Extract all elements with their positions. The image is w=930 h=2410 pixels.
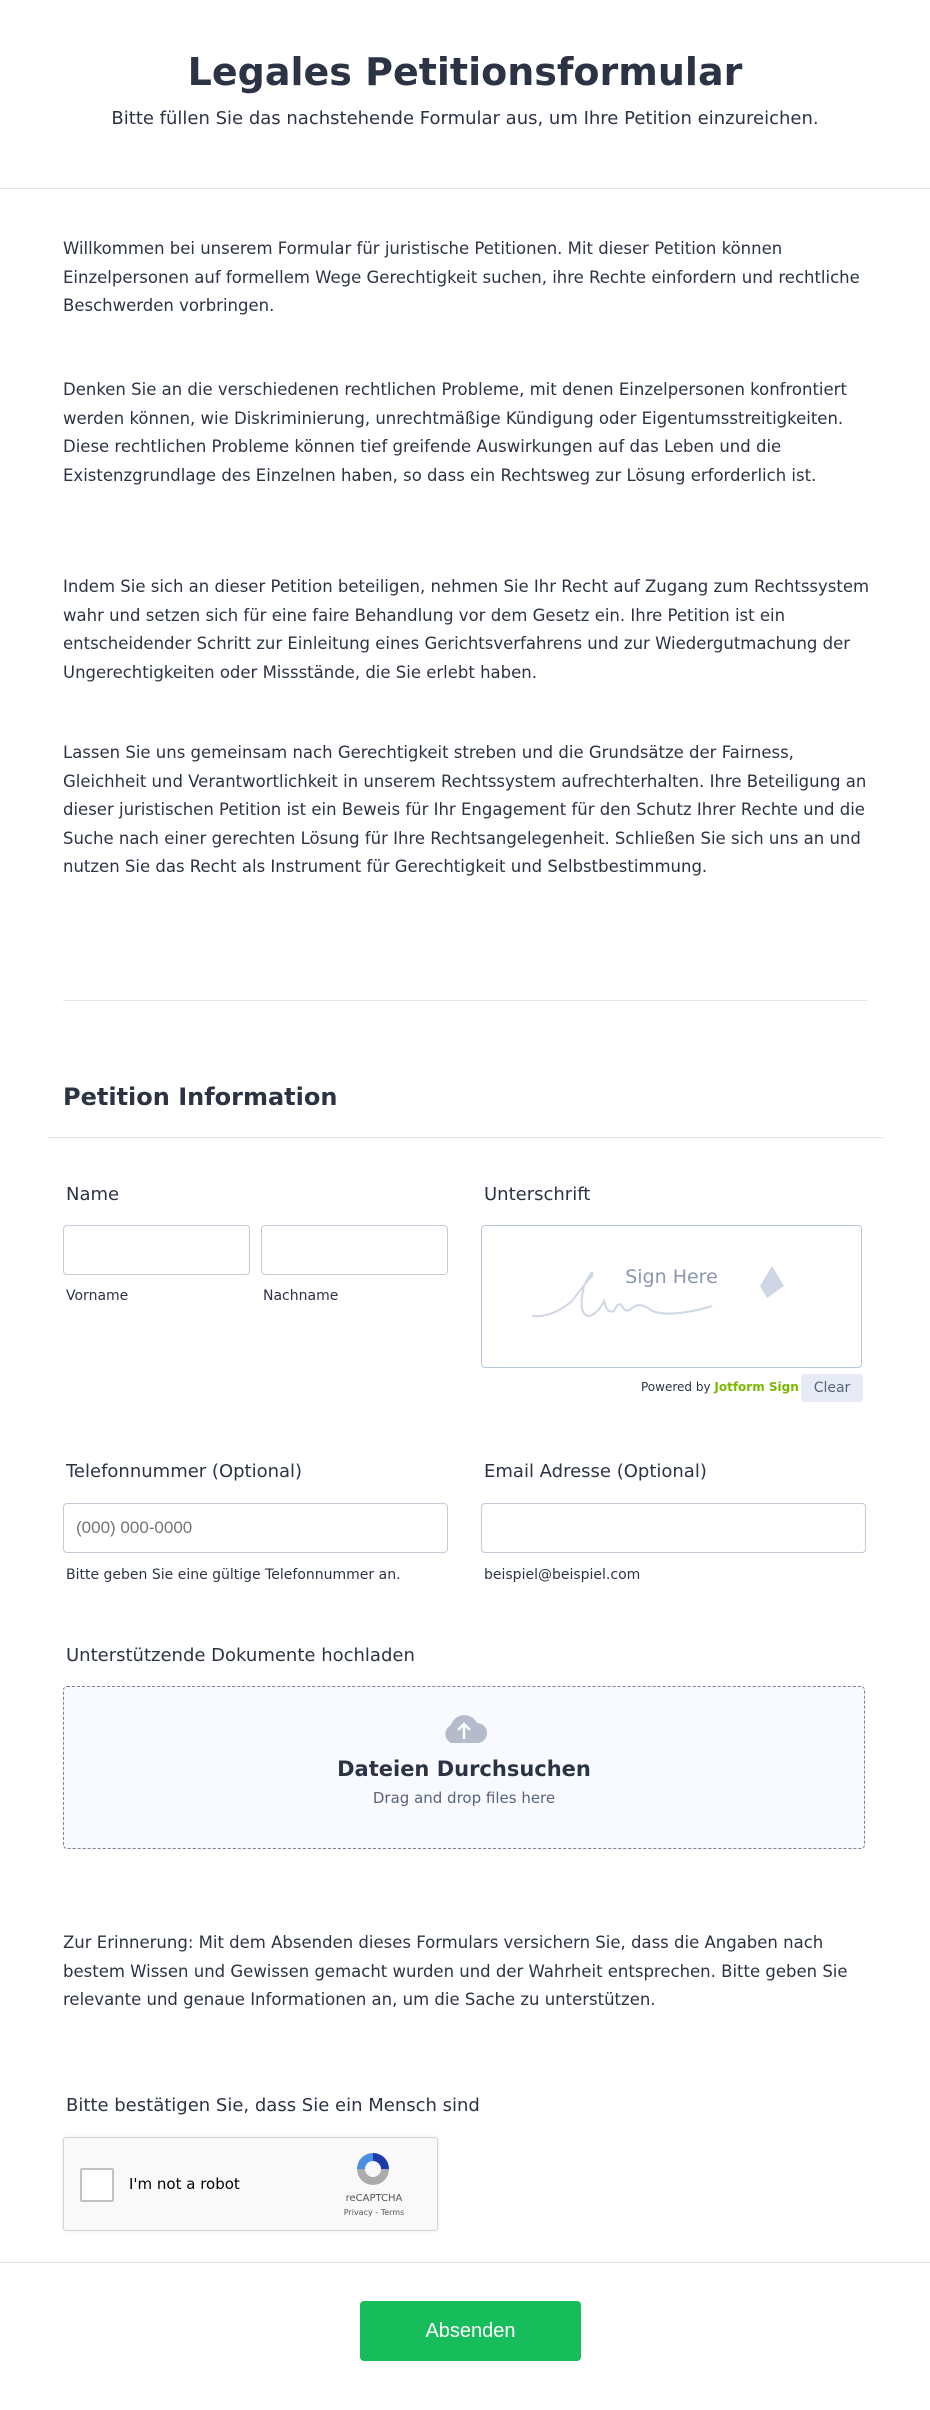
section-title: Petition Information (63, 1083, 338, 1111)
phone-hint: Bitte geben Sie eine gültige Telefonnummer an. (66, 1567, 401, 1583)
intro-paragraph: Lassen Sie uns gemeinsam nach Gerechtigkeit streben und die Grundsätze der Fairness, Gleichheit und Verantwortlichkeit in unserem Rechtssystem aufrechterhalten. Ihre Beteiligung an dieser juristischen Petition ist ein Beweis für Ihr Engagement für den Schutz Ihrer Rechte und die Suche nach einer gerechten Lösung für Ihre Rechtsangelegenheit. Schließen Sie sich uns an und nutzen Sie das Recht als Instrument für Gerechtigkeit und Selbstbestimmung. (63, 743, 867, 876)
recaptcha-brand: reCAPTCHA (345, 2193, 403, 2204)
last-name-sublabel: Nachname (263, 1288, 339, 1304)
header-divider (0, 188, 930, 189)
footer-divider (0, 2262, 930, 2263)
page-title: Legales Petitionsformular (187, 50, 743, 94)
submit-button[interactable]: Absenden (360, 2301, 581, 2361)
page-subtitle: Bitte füllen Sie das nachstehende Formular aus, um Ihre Petition einzureichen. (111, 108, 819, 129)
browse-files-button[interactable]: Dateien Durchsuchen (337, 1757, 591, 1781)
email-input[interactable] (481, 1503, 866, 1553)
intro-paragraph: Willkommen bei unserem Formular für juristische Petitionen. Mit dieser Petition können Einzelpersonen auf formellem Wege Gerechtigkeit suchen, ihre Rechte einfordern und rechtliche Beschwerden vorbringen. (63, 239, 860, 315)
sign-here-text: Sign Here (625, 1266, 718, 1288)
email-label: Email Adresse (Optional) (484, 1461, 707, 1482)
cloud-upload-icon (439, 1711, 489, 1745)
jotform-sign-link[interactable]: Jotform Sign (714, 1380, 799, 1394)
first-name-sublabel: Vorname (66, 1288, 129, 1304)
drag-drop-hint: Drag and drop files here (372, 1789, 556, 1807)
phone-label: Telefonnummer (Optional) (66, 1461, 303, 1482)
file-upload-dropzone[interactable] (63, 1686, 865, 1849)
name-label: Name (66, 1184, 120, 1205)
recaptcha-widget (63, 2137, 438, 2231)
reminder-text: Zur Erinnerung: Mit dem Absenden dieses Formulars versichern Sie, dass die Angaben nach bestem Wissen und Gewissen gemacht wurden und der Wahrheit entsprechen. Bitte geben Sie relevante und genaue Informationen an, um die Sache zu unterstützen. (63, 1933, 848, 2009)
captcha-text: I'm not a robot (129, 2175, 240, 2193)
signature-pad[interactable] (481, 1225, 862, 1368)
clear-signature-button[interactable]: Clear (801, 1374, 863, 1402)
privacy-terms-links[interactable]: Privacy - Terms (343, 2208, 405, 2217)
email-hint: beispiel@beispiel.com (484, 1567, 641, 1583)
captcha-checkbox[interactable] (80, 2168, 114, 2202)
last-name-input[interactable] (261, 1225, 448, 1275)
captcha-label: Bitte bestätigen Sie, dass Sie ein Mensch sind (66, 2095, 480, 2116)
phone-input[interactable] (63, 1503, 448, 1553)
signature-label: Unterschrift (484, 1184, 591, 1205)
signature-scribble-icon (522, 1256, 822, 1326)
section-title-divider (47, 1137, 883, 1138)
powered-by (641, 1380, 799, 1394)
intro-paragraph: Denken Sie an die verschiedenen rechtlichen Probleme, mit denen Einzelpersonen konfrontiert werden können, wie Diskriminierung, unrechtmäßige Kündigung oder Eigentumsstreitigkeiten. Diese rechtlichen Probleme können tief greifende Auswirkungen auf das Leben und die Existenzgrundlage des Einzelnen haben, so dass ein Rechtsweg zur Lösung erforderlich ist. (63, 380, 847, 485)
intro-paragraph: Indem Sie sich an dieser Petition beteiligen, nehmen Sie Ihr Recht auf Zugang zum Rechtssystem wahr und setzen sich für eine faire Behandlung vor dem Gesetz ein. Ihre Petition ist ein entscheidender Schritt zur Einleitung eines Gerichtsverfahrens und zur Wiedergutmachung der Ungerechtigkeiten oder Missstände, die Sie erlebt haben. (63, 577, 870, 682)
section-divider (63, 1000, 867, 1001)
powered-by-text: Powered by (641, 1380, 711, 1394)
first-name-input[interactable] (63, 1225, 250, 1275)
recaptcha-logo-icon (354, 2150, 392, 2188)
upload-label: Unterstützende Dokumente hochladen (66, 1645, 415, 1666)
